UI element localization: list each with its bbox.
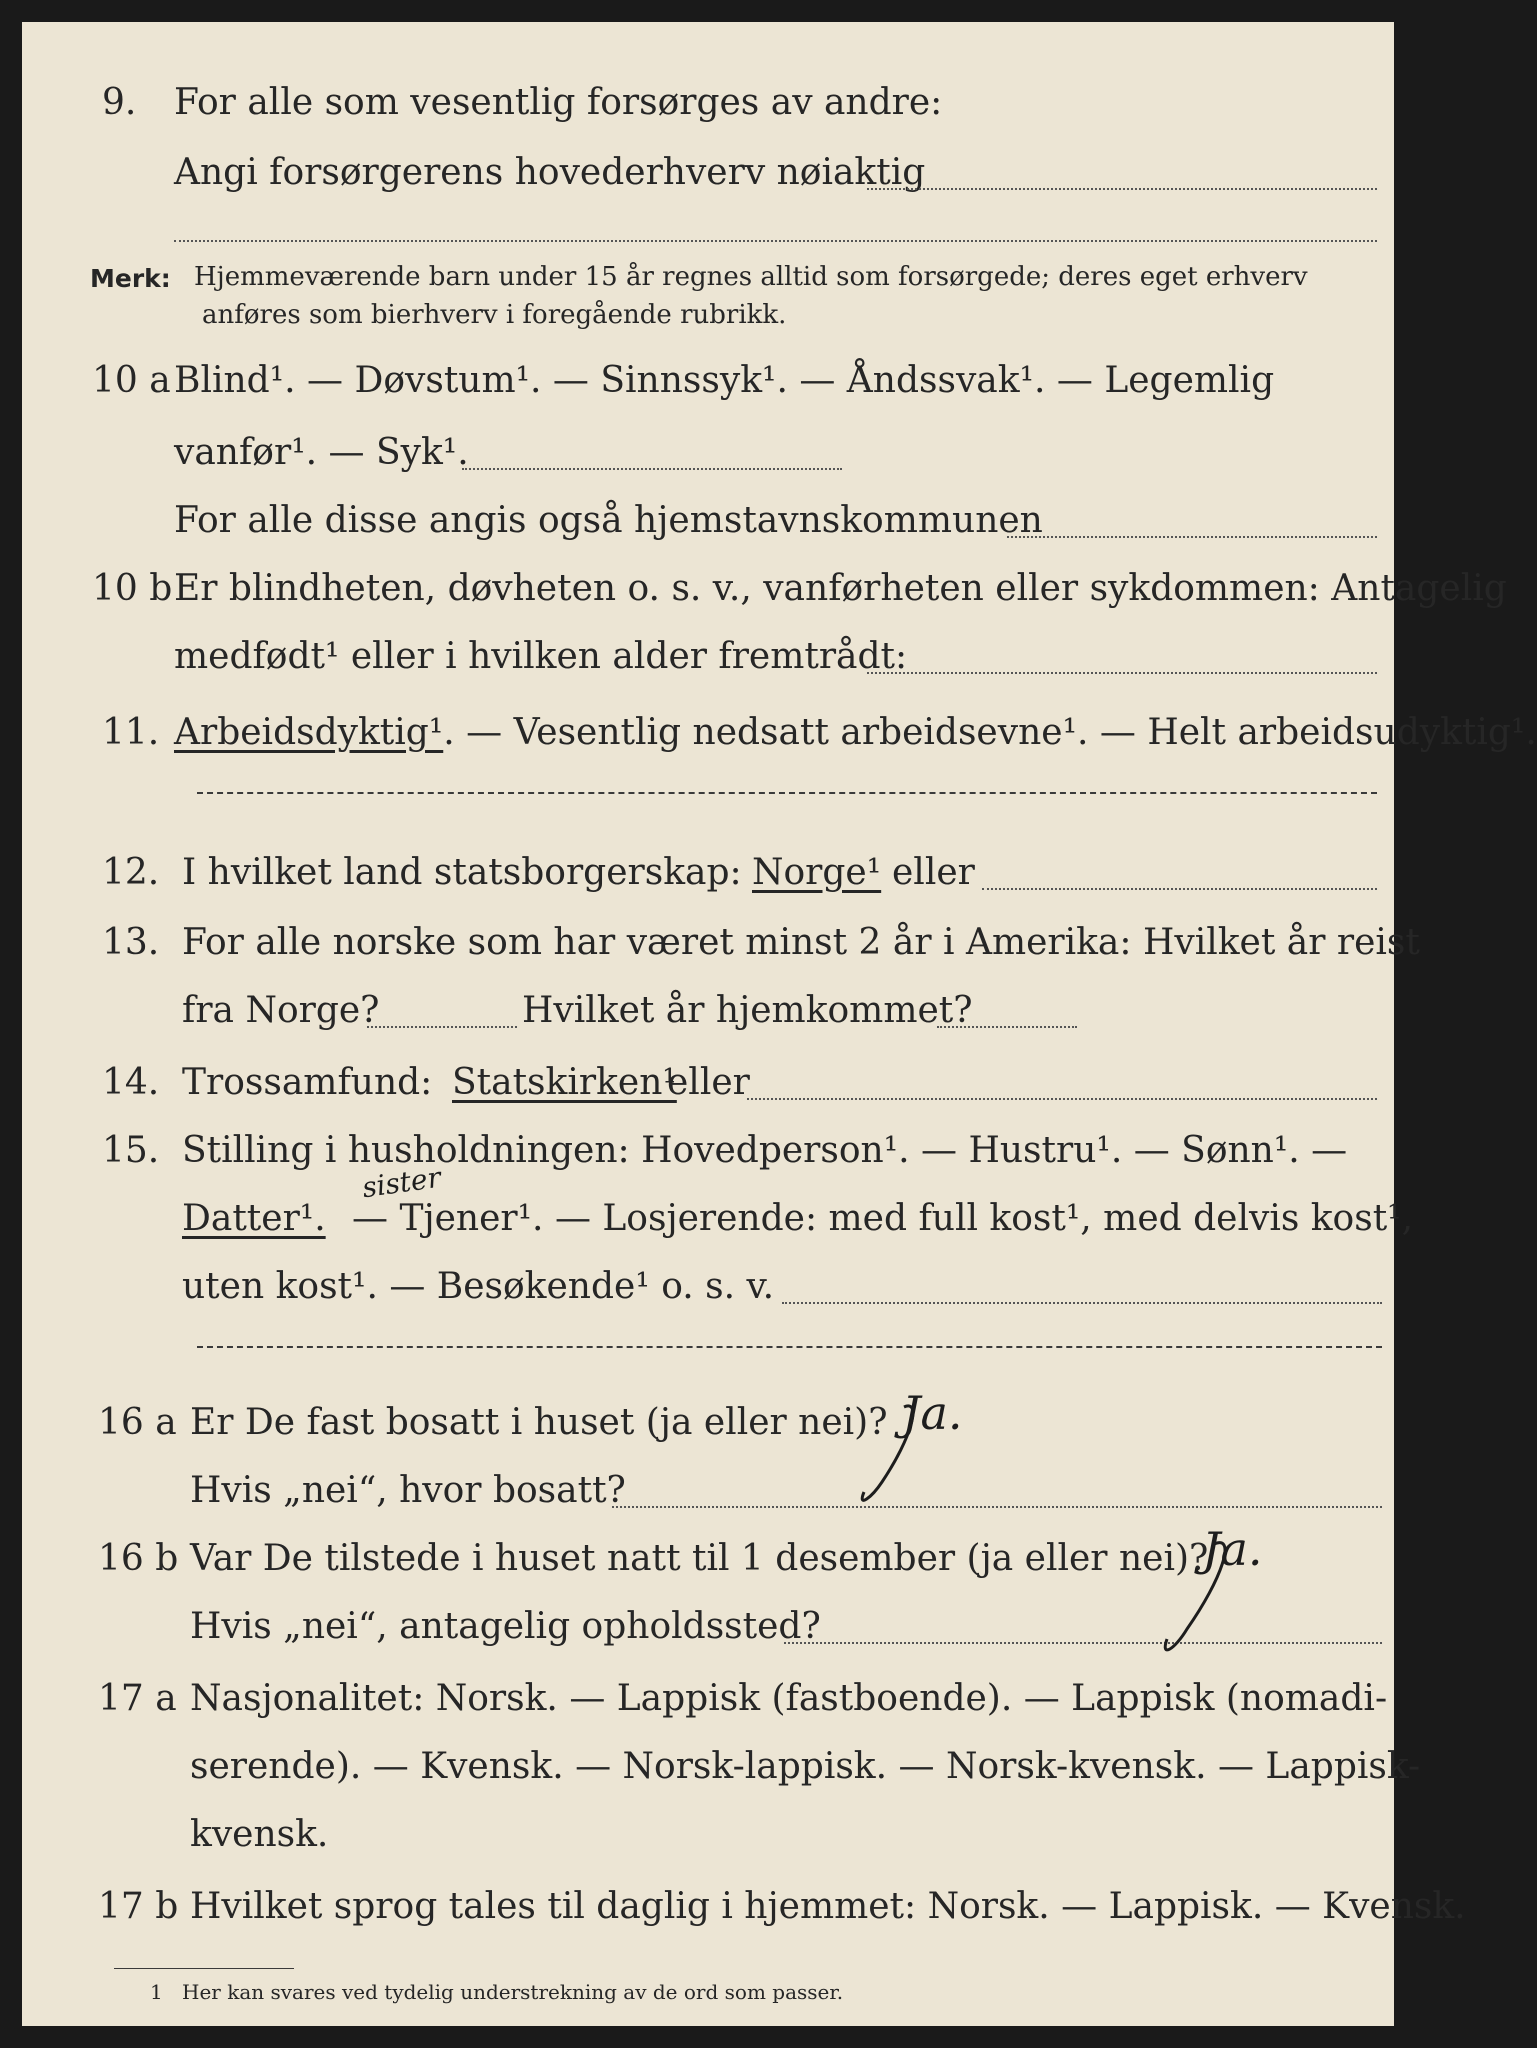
q15-row3	[22, 1258, 1394, 1314]
q10b-answer-line[interactable]	[867, 672, 1377, 674]
census-form-page	[22, 22, 1537, 2026]
q10a-row2	[22, 424, 1394, 480]
q16a-row	[22, 1386, 1394, 1450]
q16a-handwritten-answer: Ja.	[902, 1386, 963, 1440]
q10a-row3	[22, 492, 1394, 548]
q16a-number: 16 a	[98, 1402, 177, 1443]
q14-post: eller	[667, 1062, 750, 1103]
q13-line2a: fra Norge?	[182, 990, 380, 1031]
q16a-row2	[22, 1462, 1394, 1518]
q16b-number: 16 b	[98, 1538, 179, 1579]
q10b-number: 10 b	[92, 568, 173, 609]
q17b-number: 17 b	[98, 1886, 179, 1927]
q16b-line1: Var De tilstede i huset natt til 1 desember (ja eller nei)?	[190, 1538, 1209, 1579]
merk-line1: Hjemmeværende barn under 15 år regnes alltid som forsørgede; deres eget erhverv	[194, 262, 1308, 292]
q15-handwritten-note: sister	[360, 1160, 443, 1205]
q16a-pen-stroke	[842, 1397, 962, 1517]
footnote-row	[22, 1978, 1394, 2010]
q13-row	[22, 914, 1420, 970]
q13-line1: For alle norske som har været minst 2 år i Amerika: Hvilket år reist	[182, 922, 1420, 963]
q11-option-underlined[interactable]: Arbeidsdyktig¹	[174, 712, 444, 753]
q14-answer-line[interactable]	[747, 1098, 1377, 1100]
q9-line2: Angi forsørgerens hovederhverv nøiaktig	[174, 152, 926, 193]
q9-row2	[22, 144, 1394, 200]
q12-row	[22, 844, 1394, 900]
q17a-row2	[22, 1738, 1421, 1794]
q11-row	[22, 704, 1537, 760]
q15-line3: uten kost¹. — Besøkende¹ o. s. v.	[182, 1266, 775, 1307]
merk-row	[22, 260, 1394, 300]
q16b-pen-stroke	[1142, 1534, 1262, 1664]
q17b-line1: Hvilket sprog tales til daglig i hjemmet: Norsk. — Lappisk. — Kvensk.	[190, 1886, 1466, 1927]
q17a-row	[22, 1670, 1394, 1726]
q12-post: eller	[892, 852, 975, 893]
q13-year-returned-line[interactable]	[937, 1026, 1077, 1028]
q10b-row2	[22, 628, 1394, 684]
q15-row	[22, 1122, 1394, 1178]
q9-answer-line2[interactable]	[174, 240, 1377, 242]
q10b-line1: Er blindheten, døvheten o. s. v., vanførheten eller sykdommen: Antagelig	[174, 568, 1507, 609]
q13-number: 13.	[102, 922, 160, 963]
q15-number: 15.	[102, 1130, 160, 1171]
footnote-divider	[114, 1968, 294, 1969]
merk-line2: anføres som bierhverv i foregående rubrikk.	[202, 300, 787, 330]
q14-number: 14.	[102, 1062, 160, 1103]
q15-line1: Stilling i husholdningen: Hovedperson¹. — Hustru¹. — Sønn¹. —	[182, 1130, 1348, 1171]
q17a-number: 17 a	[98, 1678, 177, 1719]
q10a-line1: Blind¹. — Døvstum¹. — Sinnssyk¹. — Åndssvak¹. — Legemlig	[174, 360, 1275, 401]
q12-answer-line[interactable]	[982, 888, 1377, 890]
q17b-row	[22, 1878, 1466, 1934]
q13-line2b: Hvilket år hjemkommet?	[522, 990, 973, 1031]
footnote-mark: 1	[150, 1980, 163, 2004]
q9-row	[22, 74, 1394, 130]
q14-row	[22, 1054, 1394, 1110]
q12-number: 12.	[102, 852, 160, 893]
q17a-line2: serende). — Kvensk. — Norsk-lappisk. — Norsk-kvensk. — Lappisk-	[190, 1746, 1421, 1787]
q13-row2	[22, 982, 1394, 1038]
q16a-answer-line[interactable]	[612, 1506, 1382, 1508]
q16a-line2: Hvis „nei“, hvor bosatt?	[190, 1470, 626, 1511]
q11-answer-line[interactable]	[197, 792, 1377, 794]
merk-row2	[22, 298, 1394, 338]
q10b-row	[22, 560, 1507, 616]
q14-pre: Trossamfund:	[182, 1062, 433, 1103]
q12-option-underlined[interactable]: Norge¹	[752, 852, 882, 893]
merk-label: Merk:	[90, 264, 171, 293]
q10a-line2: vanfør¹. — Syk¹.	[174, 432, 469, 473]
q11-text	[174, 712, 1537, 753]
q10b-line2: medfødt¹ eller i hvilken alder fremtrådt:	[174, 636, 908, 677]
q10a-number: 10 a	[92, 360, 171, 401]
q11-number: 11.	[102, 712, 160, 753]
q9-line1: For alle som vesentlig forsørges av andre:	[174, 82, 943, 123]
q14-option-underlined[interactable]: Statskirken¹	[452, 1062, 677, 1103]
footnote-text: Her kan svares ved tydelig understrekning av de ord som passer.	[182, 1980, 844, 2004]
q13-year-left-line[interactable]	[367, 1026, 517, 1028]
q10a-row	[22, 352, 1394, 408]
q15-answer-line[interactable]	[782, 1302, 1382, 1304]
q12-pre: I hvilket land statsborgerskap:	[182, 852, 742, 893]
q10a-line3: For alle disse angis også hjemstavnskommunen	[174, 500, 1043, 541]
q17a-line1: Nasjonalitet: Norsk. — Lappisk (fastboende). — Lappisk (nomadi-	[190, 1678, 1388, 1719]
q10a-home-line[interactable]	[1007, 536, 1377, 538]
q17a-line3: kvensk.	[190, 1814, 329, 1855]
q16b-answer-line[interactable]	[784, 1642, 1382, 1644]
q9-number: 9.	[102, 82, 137, 123]
q11-rest: . — Vesentlig nedsatt arbeidsevne¹. — Helt arbeidsudyktig¹.	[443, 712, 1537, 753]
q16a-line1: Er De fast bosatt i huset (ja eller nei)?	[190, 1402, 888, 1443]
q17a-row3	[22, 1806, 1394, 1862]
q16b-line2: Hvis „nei“, antagelig opholdssted?	[190, 1606, 821, 1647]
q15-row2	[22, 1190, 1414, 1246]
q15-option-underlined[interactable]: Datter¹.	[182, 1198, 326, 1239]
q9-answer-line[interactable]	[867, 188, 1377, 190]
q15-line2: — Tjener¹. — Losjerende: med full kost¹, med delvis kost¹,	[352, 1198, 1414, 1239]
q16b-handwritten-answer: Ja.	[1202, 1522, 1263, 1576]
q10a-answer-line[interactable]	[462, 468, 842, 470]
q15-answer-line2[interactable]	[197, 1346, 1382, 1348]
